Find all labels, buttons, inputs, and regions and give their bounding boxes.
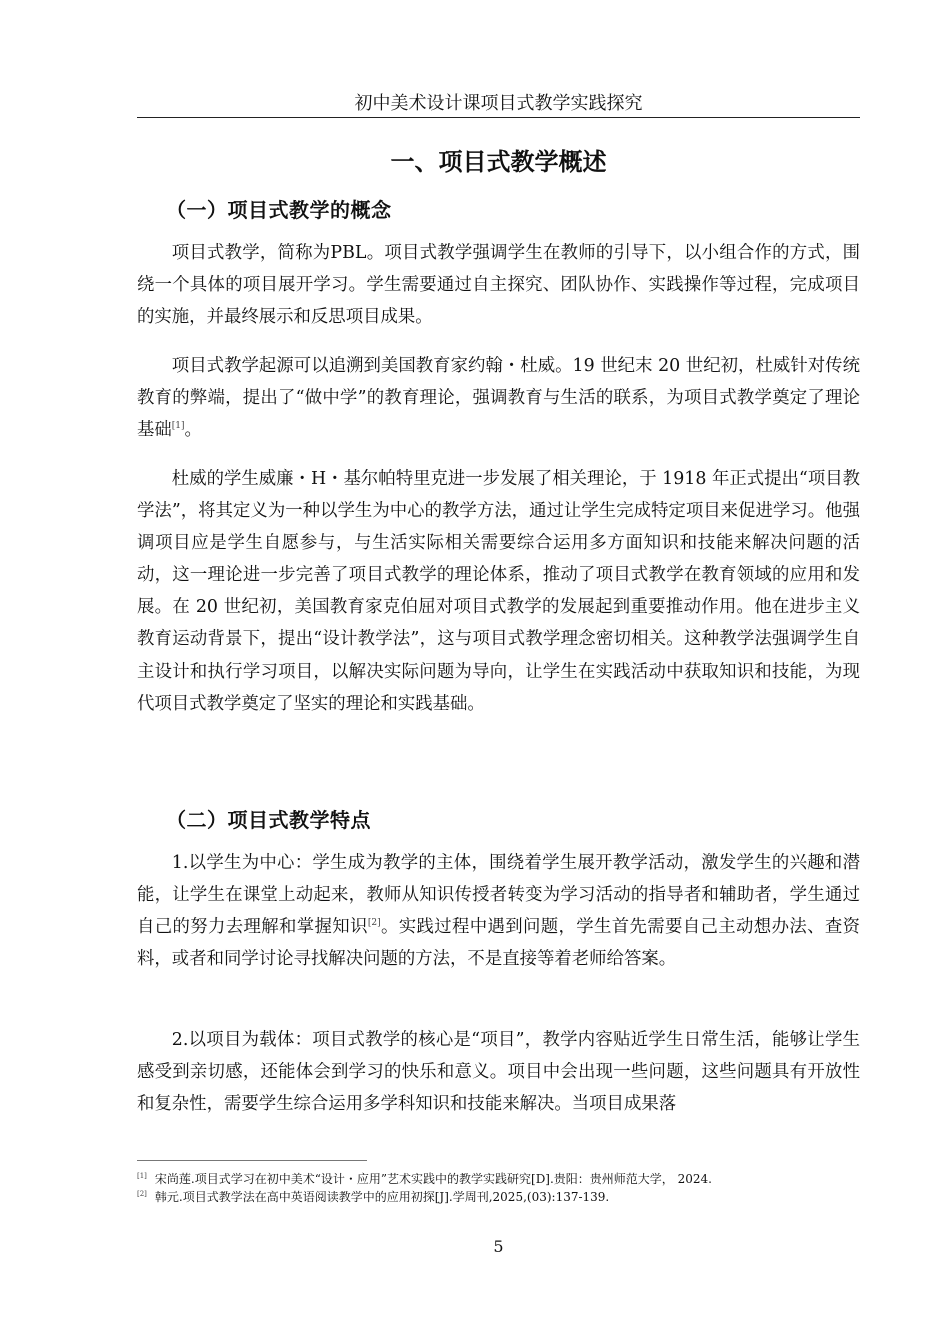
chapter-title: 一、项目式教学概述 xyxy=(390,148,607,176)
paragraph-pbl-definition: 项目式教学，简称为PBL。项目式教学强调学生在教师的引导下，以小组合作的方式，围绕一个具体的项目展开学习。学生需要通过自主探究、团队协作、实践操作等过程，完成项目的实施，并最终展示和反思项目成果。 xyxy=(137,243,860,328)
running-header: 初中美术设计课项目式教学实践探究 xyxy=(354,93,643,114)
footnote-separator xyxy=(137,1160,367,1161)
section-heading-features: （二）项目式教学特点 xyxy=(166,808,371,832)
paragraph-project-based: 2.以项目为载体：项目式教学的核心是“项目”，教学内容贴近学生日常生活，能够让学生感受到亲切感，还能体会到学习的快乐和意义。项目中会出现一些问题，这些问题具有开放性和复杂性，需要学生综合运用多学科知识和技能来解决。当项目成果落 xyxy=(137,1030,860,1115)
footnote-text: 宋尚莲.项目式学习在初中美术“设计・应用”艺术实践中的教学实践研究[D].贵阳：贵州师范大学， 2024. xyxy=(154,1172,712,1186)
footnote-2 xyxy=(137,1189,860,1205)
footnote-text: 韩元.项目式教学法在高中英语阅读教学中的应用初探[J].学周刊,2025,(03):137-139. xyxy=(154,1190,610,1204)
footnote-1 xyxy=(137,1171,860,1187)
page-number: 5 xyxy=(493,1237,504,1256)
footnote-mark: [2] xyxy=(137,1190,147,1198)
paragraph-tail: 。 xyxy=(184,420,202,441)
paragraph-text: 项目式教学起源可以追溯到美国教育家约翰・杜威。19 世纪末 20 世纪初，杜威针对传统教育的弊端，提出了“做中学”的教育理论，强调教育与生活的联系，为项目式教学奠定了理论基础 xyxy=(137,356,860,441)
paragraph-pbl-development: 杜威的学生威廉・H・基尔帕特里克进一步发展了相关理论，于 1918 年正式提出“项目教学法”，将其定义为一种以学生为中心的教学方法，通过让学生完成特定项目来促进学习。他强调项目应是学生自愿参与，与生活实际相关需要综合运用多方面知识和技能来解决问题的活动，这一理论进一步完善了项目式教学的理论体系，推动了项目式教学在教育领域的应用和发展。在 20 世纪初，美国教育家克伯屈对项目式教学的发展起到重要推动作用。他在进步主义教育运动背景下，提出“设计教学法”，这与项目式教学理念密切相关。这种教学法强调学生自主设计和执行学习项目，以解决实际问题为导向，让学生在实践活动中获取知识和技能，为现代项目式教学奠定了坚实的理论和实践基础。 xyxy=(137,469,860,714)
paragraph-text: 1.以学生为中心：学生成为教学的主体，围绕着学生展开教学活动，激发学生的兴趣和潜能，让学生在课堂上动起来，教师从知识传授者转变为学习活动的指导者和辅助者，学生通过自己的努力去理解和掌握知识 xyxy=(137,853,860,938)
section-heading-concept: （一）项目式教学的概念 xyxy=(166,198,392,222)
footnote-ref-1[interactable]: [1] xyxy=(171,421,185,432)
header-rule xyxy=(137,117,860,118)
paragraph-tail: 。实践过程中遇到问题，学生首先需要自己主动想办法、查资料，或者和同学讨论寻找解决问题的方法，不是直接等着老师给答案。 xyxy=(137,917,860,970)
paragraph-pbl-origin xyxy=(137,350,860,446)
footnote-mark: [1] xyxy=(137,1172,147,1180)
paragraph-student-centered xyxy=(137,847,860,975)
footnote-ref-2[interactable]: [2] xyxy=(367,918,381,929)
